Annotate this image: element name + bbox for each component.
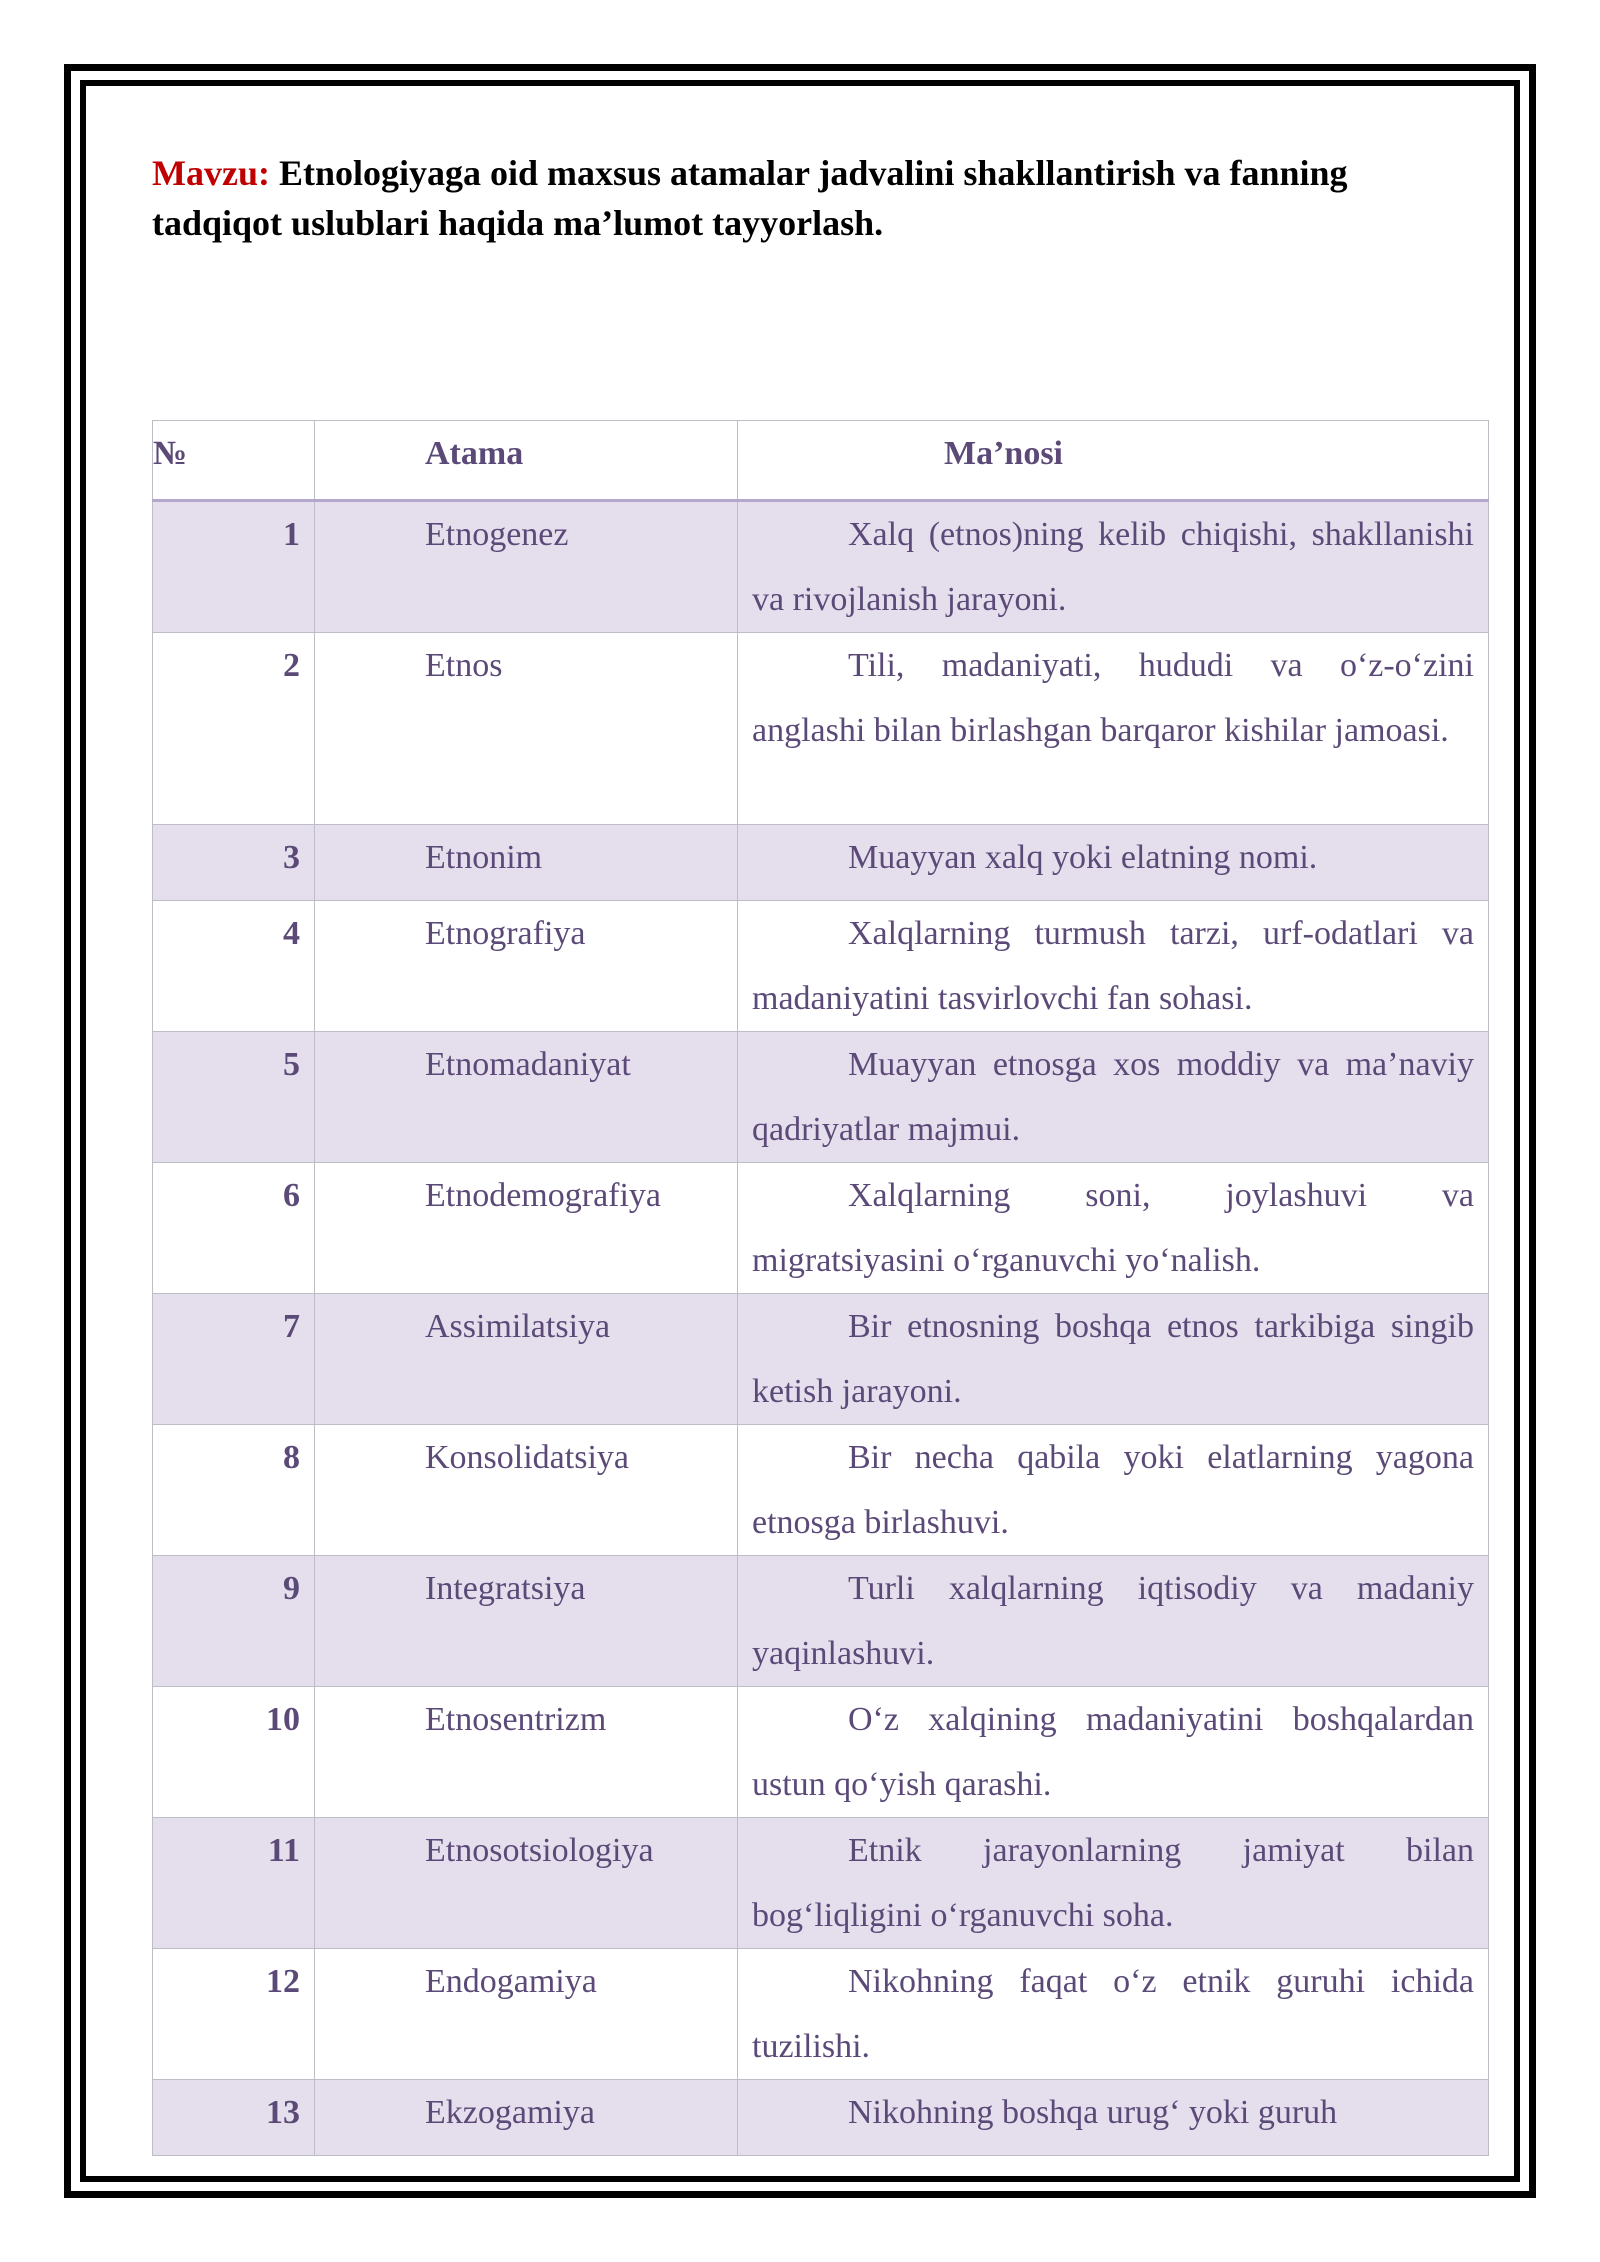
table-row [153, 825, 1489, 901]
table-row [153, 501, 1489, 633]
row-number: 12 [153, 1949, 315, 2080]
table-row [153, 1425, 1489, 1556]
row-term: Etnosotsiologiya [315, 1818, 738, 1949]
row-number: 4 [153, 901, 315, 1032]
row-term: Ekzogamiya [315, 2080, 738, 2156]
header-meaning: Ma’nosi [738, 421, 1489, 501]
row-number: 6 [153, 1163, 315, 1294]
row-meaning: Muayyan etnosga xos moddiy va ma’naviy qadriyatlar majmui. [738, 1032, 1489, 1163]
row-number: 11 [153, 1818, 315, 1949]
row-term: Endogamiya [315, 1949, 738, 2080]
table-row [153, 1949, 1489, 2080]
row-number: 3 [153, 825, 315, 901]
row-meaning: Tili, madaniyati, hududi va o‘z-o‘zini anglashi bilan birlashgan barqaror kishilar jamoasi. [738, 633, 1489, 825]
row-meaning: Xalqlarning turmush tarzi, urf-odatlari va madaniyatini tasvirlovchi fan sohasi. [738, 901, 1489, 1032]
table-row [153, 1032, 1489, 1163]
row-meaning: Xalq (etnos)ning kelib chiqishi, shakllanishi va rivojlanish jarayoni. [738, 501, 1489, 633]
row-term: Etnomadaniyat [315, 1032, 738, 1163]
row-term: Integratsiya [315, 1556, 738, 1687]
row-number: 8 [153, 1425, 315, 1556]
row-number: 10 [153, 1687, 315, 1818]
row-number: 13 [153, 2080, 315, 2156]
row-meaning: Bir etnosning boshqa etnos tarkibiga singib ketish jarayoni. [738, 1294, 1489, 1425]
row-number: 2 [153, 633, 315, 825]
row-meaning: Xalqlarning soni, joylashuvi va migratsiyasini o‘rganuvchi yo‘nalish. [738, 1163, 1489, 1294]
header-number: № [153, 421, 315, 501]
table-row [153, 633, 1489, 825]
table-row [153, 2080, 1489, 2156]
row-term: Etnonim [315, 825, 738, 901]
table-row [153, 1818, 1489, 1949]
row-meaning: Turli xalqlarning iqtisodiy va madaniy yaqinlashuvi. [738, 1556, 1489, 1687]
row-meaning: Muayyan xalq yoki elatning nomi. [738, 825, 1489, 901]
table-row [153, 901, 1489, 1032]
row-meaning: O‘z xalqining madaniyatini boshqalardan ustun qo‘yish qarashi. [738, 1687, 1489, 1818]
row-term: Etnografiya [315, 901, 738, 1032]
row-number: 7 [153, 1294, 315, 1425]
row-meaning: Nikohning faqat o‘z etnik guruhi ichida tuzilishi. [738, 1949, 1489, 2080]
row-meaning: Etnik jarayonlarning jamiyat bilan bog‘liqligini o‘rganuvchi soha. [738, 1818, 1489, 1949]
table-row [153, 1163, 1489, 1294]
row-term: Etnogenez [315, 501, 738, 633]
row-term: Etnodemografiya [315, 1163, 738, 1294]
table-header-row [153, 421, 1489, 501]
page-title [152, 148, 1452, 248]
title-text: Etnologiyaga oid maxsus atamalar jadvalini shakllantirish va fanning tadqiqot uslublari haqida ma’lumot tayyorlash. [152, 153, 1348, 243]
table-row [153, 1687, 1489, 1818]
row-meaning: Nikohning boshqa urug‘ yoki guruh [738, 2080, 1489, 2156]
header-term: Atama [315, 421, 738, 501]
row-number: 5 [153, 1032, 315, 1163]
row-term: Assimilatsiya [315, 1294, 738, 1425]
row-meaning: Bir necha qabila yoki elatlarning yagona etnosga birlashuvi. [738, 1425, 1489, 1556]
table-row [153, 1294, 1489, 1425]
terms-table [152, 420, 1489, 2156]
row-number: 9 [153, 1556, 315, 1687]
table-row [153, 1556, 1489, 1687]
row-number: 1 [153, 501, 315, 633]
title-label: Mavzu: [152, 153, 270, 193]
row-term: Etnos [315, 633, 738, 825]
row-term: Konsolidatsiya [315, 1425, 738, 1556]
row-term: Etnosentrizm [315, 1687, 738, 1818]
